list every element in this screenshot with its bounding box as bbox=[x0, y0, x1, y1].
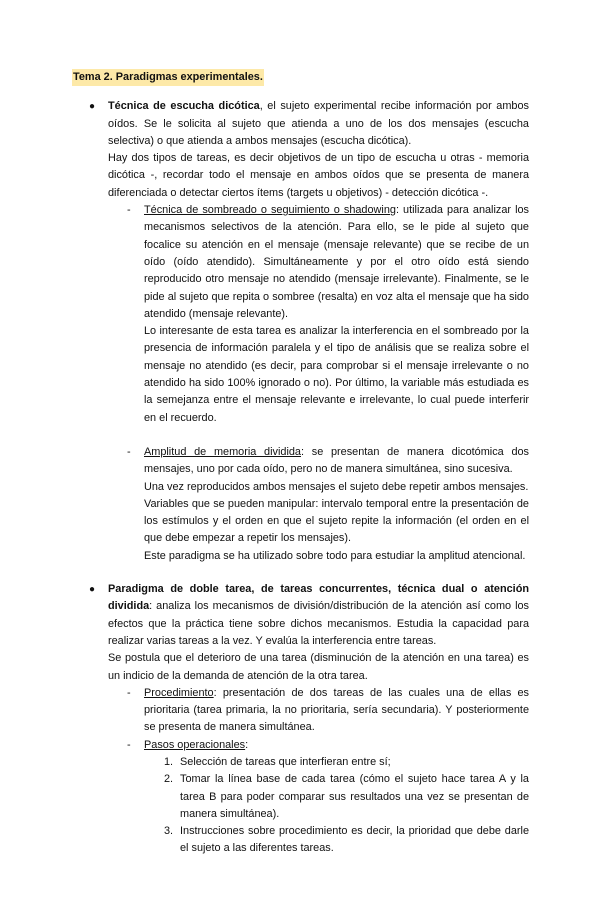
section-intro bbox=[108, 581, 529, 650]
spacer bbox=[108, 427, 529, 444]
step-text: Tomar la línea base de cada tarea (cómo el sujeto hace tarea A y la tarea B para poder comparar sus resultados una vez se presentan de manera simultánea). bbox=[180, 773, 529, 820]
section-dichotic-listening bbox=[89, 98, 529, 565]
dash-icon: - bbox=[127, 204, 131, 217]
step-number: 1. bbox=[164, 755, 174, 768]
section-heading: Paradigma de doble tarea, de tareas concurrentes, técnica dual o atención dividida bbox=[108, 583, 529, 613]
sub-item-text: : se presentan de manera dicotómica dos mensajes, uno por cada oído, pero no de manera simultánea, sino sucesiva. bbox=[144, 445, 529, 476]
sub-item-text: : utilizada para analizar los mecanismos selectivos de la atención. Para ello, se le pide al sujeto que focalice su atención en el mensaje (mensaje relevante) que se recibe de un oído (oído atendido). Simultáneamente y por el otro oído está siendo reproducido otro mensaje no atendido (mensaje irrelevante). Finalmente, se le pide al sujeto que repita o sombree (resalta) en voz alta el mensaje que ha sido atendido (mensaje relevante). bbox=[144, 204, 529, 320]
sub-item-label: Procedimiento bbox=[144, 686, 214, 699]
step-item bbox=[164, 754, 529, 771]
section-paragraph: Se postula que el deterioro de una tarea (disminución de la atención en una tarea) es un indicio de la demanda de atención de la otra tarea. bbox=[108, 652, 529, 682]
title-row bbox=[72, 69, 600, 86]
section-dual-task bbox=[89, 581, 529, 858]
step-item bbox=[164, 771, 529, 823]
sub-item-paragraph: Una vez reproducidos ambos mensajes el sujeto debe repetir ambos mensajes. bbox=[144, 480, 529, 493]
bullet-icon: ● bbox=[89, 101, 96, 113]
intro-text: : analiza los mecanismos de división/distribución de la atención así como los efectos que la práctica tiene sobre dichos mecanismos. Estudia la capacidad para realizar varias tareas a la vez. Y evalúa la interferencia entre tareas. bbox=[108, 600, 529, 647]
document-title: Tema 2. Paradigmas experimentales. bbox=[72, 69, 264, 86]
sub-item-steps bbox=[127, 737, 529, 754]
sub-item-label: Pasos operacionales bbox=[144, 738, 246, 751]
dash-icon: - bbox=[127, 686, 131, 699]
sub-item-paragraph: Lo interesante de esta tarea es analizar la interferencia en el sombreado por la presencia de información paralela y el tipo de análisis que se realiza sobre el mensaje no atendido (es decir, para comprobar si el mensaje irrelevante o no atendido ha sido 100% ignorado o no). Por último, la variable más estudiada es la semejanza entre el mensaje relevante e irrelevante, lo cual puede interferir en el recuerdo. bbox=[144, 325, 529, 424]
bullet-icon: ● bbox=[89, 584, 96, 596]
sub-item-paragraph: Variables que se pueden manipular: intervalo temporal entre la presentación de los estímulos y el orden en que el sujeto repite la información (el orden en el que debe empezar a repetir los mensajes). bbox=[144, 497, 529, 545]
step-text: Instrucciones sobre procedimiento es decir, la prioridad que debe darle el sujeto a las diferentes tareas. bbox=[180, 825, 529, 855]
section-heading: Técnica de escucha dicótica bbox=[108, 100, 260, 113]
step-item bbox=[164, 823, 529, 858]
sub-item-label: Amplitud de memoria dividida bbox=[144, 445, 301, 458]
intro-text: , el sujeto experimental recibe información por ambos oídos. Se le solicita al sujeto que atienda a uno de los dos mensajes (escucha selectiva) o que atienda a ambos mensajes (escucha dicótica). bbox=[108, 100, 529, 147]
dash-icon: - bbox=[127, 738, 131, 751]
dash-icon: - bbox=[127, 445, 131, 458]
step-text: Selección de tareas que interfieran entre sí; bbox=[180, 755, 391, 768]
section-intro bbox=[108, 98, 529, 150]
section-paragraph: Hay dos tipos de tareas, es decir objetivos de un tipo de escucha u otras - memoria dicótica -, recordar todo el mensaje en ambos oídos que se presenta de manera diferenciada o detectar ciertos ítems (targets u objetivos) - detección dicótica -. bbox=[108, 152, 529, 199]
step-number: 2. bbox=[164, 773, 174, 786]
step-number: 3. bbox=[164, 825, 174, 838]
sub-item-procedure bbox=[127, 685, 529, 737]
sub-item-divided-memory bbox=[127, 444, 529, 565]
sub-item-text: : presentación de dos tareas de las cuales una de ellas es prioritaria (tarea primaria, la no prioritaria, sería secundaria). Y posteriormente se presenta de manera simultánea. bbox=[144, 686, 529, 734]
sub-item-paragraph: Este paradigma se ha utilizado sobre todo para estudiar la amplitud atencional. bbox=[144, 549, 526, 562]
colon: : bbox=[245, 738, 249, 751]
sub-item-label: Técnica de sombreado o seguimiento o shadowing bbox=[144, 204, 396, 217]
sub-item-shadowing bbox=[127, 202, 529, 427]
